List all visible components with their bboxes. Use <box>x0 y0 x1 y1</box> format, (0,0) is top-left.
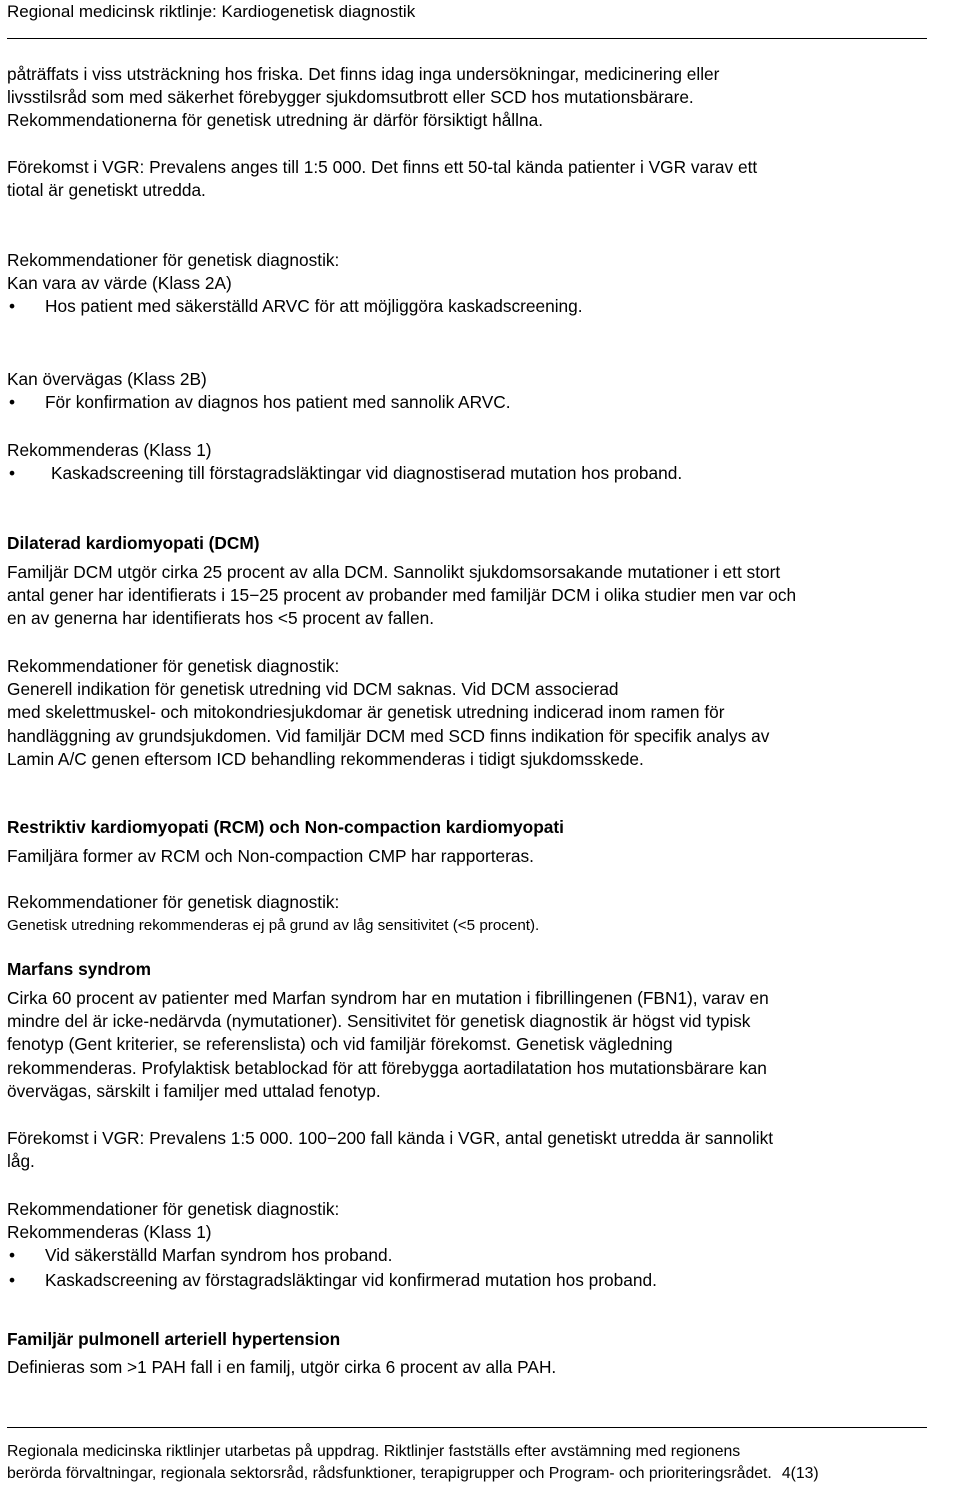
bullet-icon: • <box>9 463 16 484</box>
bullet-icon: • <box>9 392 16 413</box>
class-label: Kan vara av värde (Klass 2A) <box>7 273 232 294</box>
text-line: Förekomst i VGR: Prevalens 1:5 000. 100−200 fall kända i VGR, antal genetiskt utredda är sannolikt <box>7 1128 774 1148</box>
dcm-section <box>7 532 942 555</box>
marfan-paragraph <box>7 987 942 1103</box>
section-heading: Restriktiv kardiomyopati (RCM) och Non-compaction kardiomyopati <box>7 817 564 837</box>
rcm-recommendations <box>7 891 942 936</box>
list-item <box>7 462 942 485</box>
marfan-recommendations <box>7 1198 942 1292</box>
list-item-text: För konfirmation av diagnos hos patient med sannolik ARVC. <box>45 392 511 413</box>
rcm-section <box>7 816 942 839</box>
rec-heading: Rekommendationer för genetisk diagnostik: <box>7 656 340 676</box>
text-line: Förekomst i VGR: Prevalens anges till 1:5 000. Det finns ett 50-tal kända patienter i VGR varav ett <box>7 157 758 177</box>
header-rule <box>7 38 927 39</box>
rec-heading: Rekommendationer för genetisk diagnostik: <box>7 250 340 270</box>
text-line: mindre del är icke-nedärvda (nymutationer). Sensitivitet för genetisk diagnostik är högst vid typisk <box>7 1011 751 1032</box>
dcm-recommendations <box>7 655 942 771</box>
text-line: Definieras som >1 PAH fall i en familj, utgör cirka 6 procent av alla PAH. <box>7 1357 557 1377</box>
bullet-icon: • <box>9 1269 16 1290</box>
text-line: Familjära former av RCM och Non-compaction CMP har rapporteras. <box>7 846 534 866</box>
text-line: Generell indikation för genetisk utredning vid DCM saknas. Vid DCM associerad <box>7 679 619 700</box>
bullet-icon: • <box>9 1245 16 1266</box>
text-line: Familjär DCM utgör cirka 25 procent av alla DCM. Sannolikt sjukdomsorsakande mutationer i ett stort <box>7 562 781 582</box>
list-item-text: Kaskadscreening av förstagradsläktingar vid konfirmerad mutation hos proband. <box>45 1269 657 1290</box>
rec-heading: Rekommendationer för genetisk diagnostik: <box>7 1199 340 1219</box>
text-line: en av generna har identifierats hos <5 procent av fallen. <box>7 608 435 629</box>
text-line: låg. <box>7 1151 35 1172</box>
pah-paragraph <box>7 1356 942 1379</box>
footer-rule <box>7 1427 927 1428</box>
text-line: livsstilsråd som med säkerhet förebygger sjukdomsutbrott eller SCD hos mutationsbärare. <box>7 87 694 108</box>
page-number: 4(13) <box>781 1464 819 1482</box>
arvc-recommendations <box>7 249 942 319</box>
header-title: Regional medicinsk riktlinje: Kardiogenetisk diagnostik <box>7 2 416 21</box>
pah-section <box>7 1328 942 1351</box>
text-line: tiotal är genetiskt utredda. <box>7 180 206 201</box>
marfan-prevalence <box>7 1127 942 1173</box>
text-line: övervägas, särskilt i familjer med uttalad fenotyp. <box>7 1080 381 1101</box>
text-line: med skelettmuskel- och mitokondriesjukdomar är genetisk utredning indicerad inom ramen för <box>7 702 725 723</box>
list-item <box>7 1269 942 1292</box>
footer <box>7 1441 957 1484</box>
text-line: Rekommendationerna för genetisk utredning är därför försiktigt hållna. <box>7 110 544 131</box>
text-line: Genetisk utredning rekommenderas ej på grund av låg sensitivitet (<5 procent). <box>7 917 540 935</box>
class-label: Rekommenderas (Klass 1) <box>7 440 212 460</box>
class-label: Kan övervägas (Klass 2B) <box>7 369 207 389</box>
footer-line: Regionala medicinska riktlinjer utarbetas på uppdrag. Riktlinjer fastställs efter avstämning med regionens <box>7 1443 741 1460</box>
text-line: Lamin A/C genen eftersom ICD behandling rekommenderas i tidigt sjukdomsskede. <box>7 748 644 769</box>
rec-heading: Rekommendationer för genetisk diagnostik: <box>7 892 340 912</box>
class-label: Rekommenderas (Klass 1) <box>7 1222 212 1243</box>
section-heading: Dilaterad kardiomyopati (DCM) <box>7 533 260 553</box>
list-item-text: Kaskadscreening till förstagradsläktingar vid diagnostiserad mutation hos proband. <box>51 463 683 484</box>
section-heading: Familjär pulmonell arteriell hypertension <box>7 1329 341 1349</box>
arvc-class2b <box>7 368 942 414</box>
section-heading: Marfans syndrom <box>7 959 152 979</box>
text-line: handläggning av grundsjukdomen. Vid familjär DCM med SCD finns indikation för specifik analys av <box>7 725 770 746</box>
list-item <box>7 391 942 414</box>
text-line: antal gener har identifierats i 15−25 procent av probander med familjär DCM i olika studier men var och <box>7 585 797 606</box>
footer-line-with-page <box>7 1463 957 1485</box>
text-line: Cirka 60 procent av patienter med Marfan syndrom har en mutation i fibrillingenen (FBN1), varav en <box>7 988 769 1008</box>
dcm-paragraph <box>7 561 942 631</box>
rcm-paragraph <box>7 845 942 868</box>
bullet-icon: • <box>9 296 16 317</box>
list-item-text: Hos patient med säkerställd ARVC för att möjliggöra kaskadscreening. <box>45 296 583 317</box>
arvc-prevalence-paragraph <box>7 156 942 202</box>
text-line: fenotyp (Gent kriterier, se referenslista) och vid familjär förekomst. Genetisk vägledning <box>7 1034 673 1055</box>
list-item-text: Vid säkerställd Marfan syndrom hos proband. <box>45 1245 393 1266</box>
marfan-section <box>7 958 942 981</box>
list-item <box>7 295 942 318</box>
arvc-intro-paragraph <box>7 63 942 133</box>
text-line: rekommenderas. Profylaktisk betablockad för att förebygga aortadilatation hos mutationsbärare kan <box>7 1057 767 1078</box>
list-item <box>7 1244 942 1267</box>
arvc-class1 <box>7 439 942 485</box>
footer-line: berörda förvaltningar, regionala sektorsråd, rådsfunktioner, terapigrupper och Program- och prioriteringsrådet. <box>7 1464 772 1482</box>
text-line: påträffats i viss utsträckning hos friska. Det finns idag inga undersökningar, medicinering eller <box>7 64 720 84</box>
